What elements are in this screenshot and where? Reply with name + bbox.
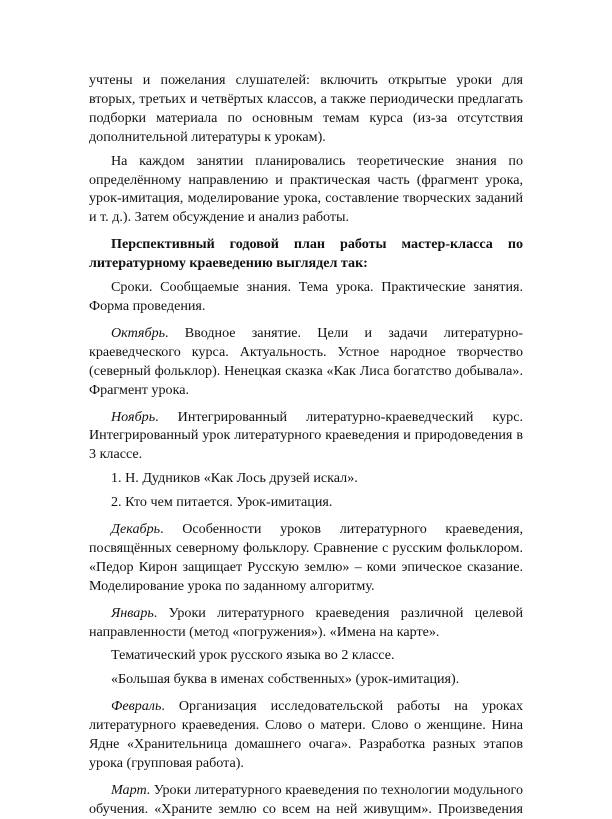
month-label-february: Февраль [111,698,162,715]
month-label-october: Октябрь [111,324,166,341]
paragraph-october [89,324,523,400]
month-text-march: . Уроки литературного краеведения по технологии модульного обучения. «Храните землю со всем на ней живущим». Произведения [89,781,523,817]
month-text-january: . Уроки литературного краеведения различной целевой направленности (метод «погружения»). «Имена на карте». [89,604,523,640]
paragraph-listeners-wishes: учтены и пожелания слушателей: включить открытые уроки для вторых, третьих и четвёртых классов, а также периодически предлагать подборки материала по основным темам курса (из-за отсутствия дополнительной литературы к урокам). [89,72,523,145]
paragraph-lesson-structure: На каждом занятии планировались теоретические знания по определённому направлению и практическая часть (фрагмент урока, урок-имитация, моделирование урока, составление творческих заданий и т. д.). Затем обсуждение и анализ работы. [89,152,523,226]
month-text-february: . Организация исследовательской работы на уроках литературного краеведения. Слово о матери. Слово о женщине. Нина Ядне «Хранительница домашнего очага». Разработка разных этапов урока (групповая работа). [89,698,523,771]
month-label-december: Декабрь [111,521,161,538]
paragraph-march [89,781,523,819]
list-item-2: 2. Кто чем питается. Урок-имитация. [111,494,333,511]
month-label-november: Ноябрь [111,408,156,425]
document-page [89,71,523,819]
paragraph-december [89,520,523,596]
paragraph-thematic-lesson: Тематический урок русского языка во 2 классе. [111,647,395,664]
paragraph-capital-letter: «Большая буква в именах собственных» (урок-имитация). [111,671,460,688]
month-text-october: . Вводное занятие. Цели и задачи литературно-краеведческого курса. Актуальность. Устное народное творчество (северный фольклор). Ненецкая сказка «Как Лиса богатство добывала». Фрагмент урока. [89,324,523,398]
month-label-march: Март [111,781,147,798]
section-heading-annual-plan: Перспективный годовой план работы мастер-класса по литературному краеведению выглядел так: [89,236,523,272]
paragraph-february [89,697,523,773]
month-text-november: . Интегрированный литературно-краеведческий курс. Интегрированный урок литературного краеведения и природоведения в 3 классе. [89,408,523,463]
paragraph-plan-columns: Сроки. Сообщаемые знания. Тема урока. Практические занятия. Форма проведения. [89,279,523,314]
month-label-january: Январь [111,604,154,621]
paragraph-november [89,408,523,465]
paragraph-january [89,604,523,642]
list-item-1: 1. Н. Дудников «Как Лось друзей искал». [111,470,358,487]
month-text-december: . Особенности уроков литературного краеведения, посвящённых северному фольклору. Сравнение с русским фольклором. «Педор Кирон защищает Русскую землю» – коми эпическое сказание. Моделирование урока по заданному алгоритму. [89,521,523,594]
